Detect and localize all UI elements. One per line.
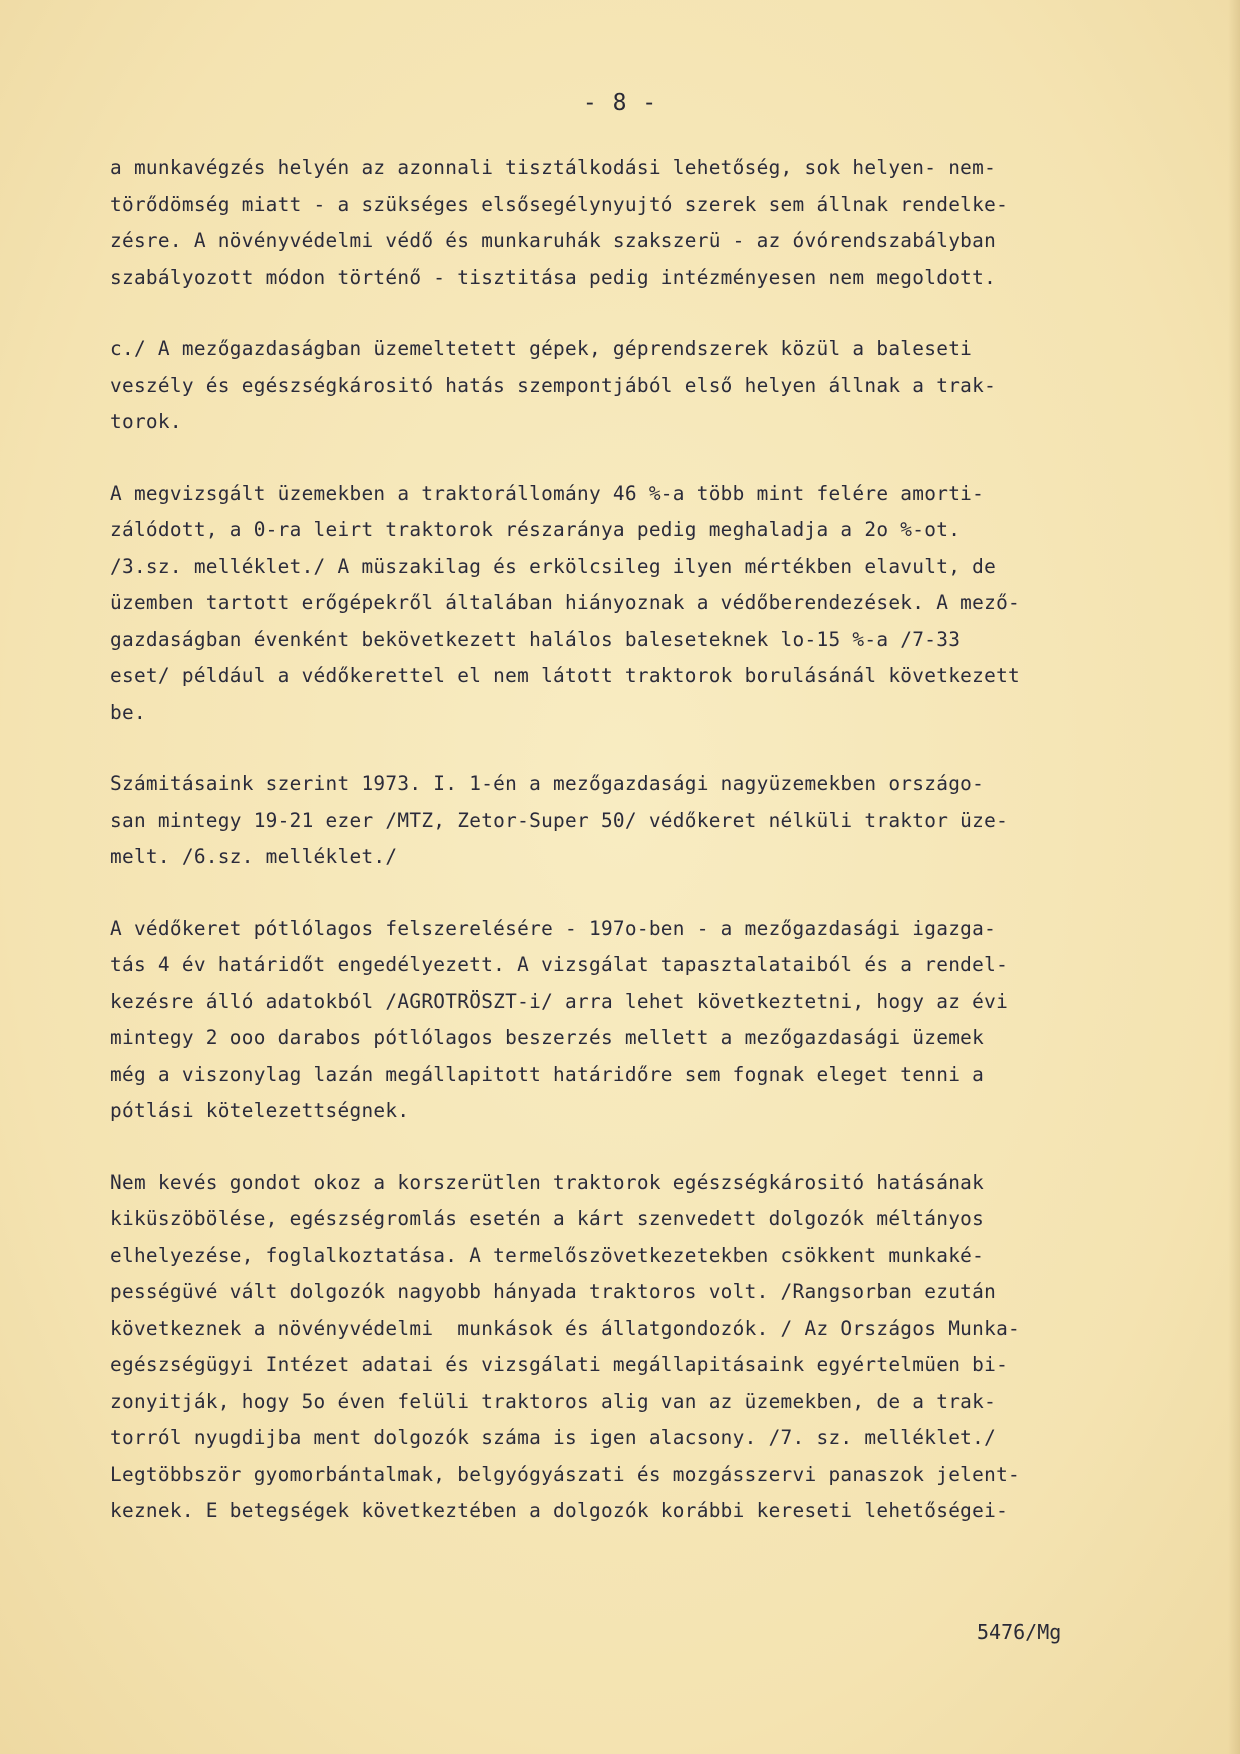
text-line: szabályozott módon történő - tisztitása pedig intézményesen nem megoldott. <box>110 265 997 289</box>
text-line: Számitásaink szerint 1973. I. 1-én a mezőgazdasági nagyüzemekben országo- <box>110 772 985 795</box>
paragraph <box>110 1165 1110 1530</box>
text-line: törődömség miatt - a szükséges elsősegélynyujtó szerek sem állnak rendelke- <box>110 192 1009 216</box>
text-line: következnek a növényvédelmi munkások és állatgondozók. / Az Országos Munka- <box>110 1316 1021 1340</box>
text-line: zálódott, a 0-ra leirt traktorok részaránya pedig meghaladja a 2o %-ot. <box>110 518 961 541</box>
text-line: eset/ például a védőkerettel el nem látott traktorok borulásánál következett <box>110 664 1021 687</box>
text-line: mintegy 2 ooo darabos pótlólagos beszerzés mellett a mezőgazdasági üzemek <box>110 1026 985 1049</box>
text-line: /3.sz. melléklet./ A müszakilag és erkölcsileg ilyen mértékben elavult, de <box>110 554 997 578</box>
text-line: kezésre álló adatokból /AGROTRÖSZT-i/ arra lehet következtetni, hogy az évi <box>110 989 1009 1013</box>
text-line: zonyitják, hogy 5o éven felüli traktoros alig van az üzemekben, de a trak- <box>110 1389 997 1413</box>
text-line: a munkavégzés helyén az azonnali tisztálkodási lehetőség, sok helyen- nem- <box>110 156 997 179</box>
text-line: melt. /6.sz. melléklet./ <box>110 845 398 868</box>
text-line: be. <box>110 700 146 724</box>
text-line: pességüvé vált dolgozók nagyobb hányada traktoros volt. /Rangsorban ezután <box>110 1280 997 1303</box>
paragraph <box>110 150 1110 296</box>
text-line: kiküszöbölése, egészségromlás esetén a kárt szenvedett dolgozók méltányos <box>110 1207 985 1230</box>
paragraph <box>110 331 1110 441</box>
text-line: A megvizsgált üzemekben a traktorállomány 46 %-a több mint felére amorti- <box>110 481 985 505</box>
text-line: c./ A mezőgazdaságban üzemeltetett gépek, géprendszerek közül a baleseti <box>110 337 973 360</box>
text-line: Nem kevés gondot okoz a korszerütlen traktorok egészségkárositó hatásának <box>110 1170 985 1194</box>
body-text <box>110 150 1110 1565</box>
text-line: A védőkeret pótlólagos felszerelésére - 197o-ben - a mezőgazdasági igazga- <box>110 916 997 940</box>
document-reference-number: 5476/Mg <box>977 1620 1062 1644</box>
text-line: gazdaságban évenként bekövetkezett halálos baleseteknek lo-15 %-a /7-33 <box>110 627 961 651</box>
text-line: üzemben tartott erőgépekről általában hiányoznak a védőberendezések. A mező- <box>110 591 1021 614</box>
text-line: torról nyugdijba ment dolgozók száma is igen alacsony. /7. sz. melléklet./ <box>110 1426 997 1449</box>
page-number: - 8 - <box>582 90 658 116</box>
paragraph <box>110 911 1110 1130</box>
text-line: torok. <box>110 410 182 433</box>
page-edge-shadow <box>1228 0 1240 1754</box>
paragraph <box>110 476 1110 732</box>
text-line: elhelyezése, foglalkoztatása. A termelőszövetkezetekben csökkent munkaké- <box>110 1243 985 1267</box>
text-line: pótlási kötelezettségnek. <box>110 1099 410 1122</box>
text-line: san mintegy 19-21 ezer /MTZ, Zetor-Super 50/ védőkeret nélküli traktor üze- <box>110 808 1009 832</box>
text-line: tás 4 év határidőt engedélyezett. A vizsgálat tapasztalataiból és a rendel- <box>110 953 1009 976</box>
text-line: egészségügyi Intézet adatai és vizsgálati megállapitásaink egyértelmüen bi- <box>110 1353 1009 1376</box>
text-line: veszély és egészségkárositó hatás szempontjából első helyen állnak a trak- <box>110 373 997 397</box>
paragraph <box>110 766 1110 876</box>
text-line: keznek. E betegségek következtében a dolgozók korábbi kereseti lehetőségei- <box>110 1499 1009 1522</box>
text-line: zésre. A növényvédelmi védő és munkaruhák szakszerü - az óvórendszabályban <box>110 229 997 252</box>
text-line: még a viszonylag lazán megállapitott határidőre sem fognak eleget tenni a <box>110 1062 985 1086</box>
text-line: Legtöbbször gyomorbántalmak, belgyógyászati és mozgásszervi panaszok jelent- <box>110 1462 1021 1486</box>
